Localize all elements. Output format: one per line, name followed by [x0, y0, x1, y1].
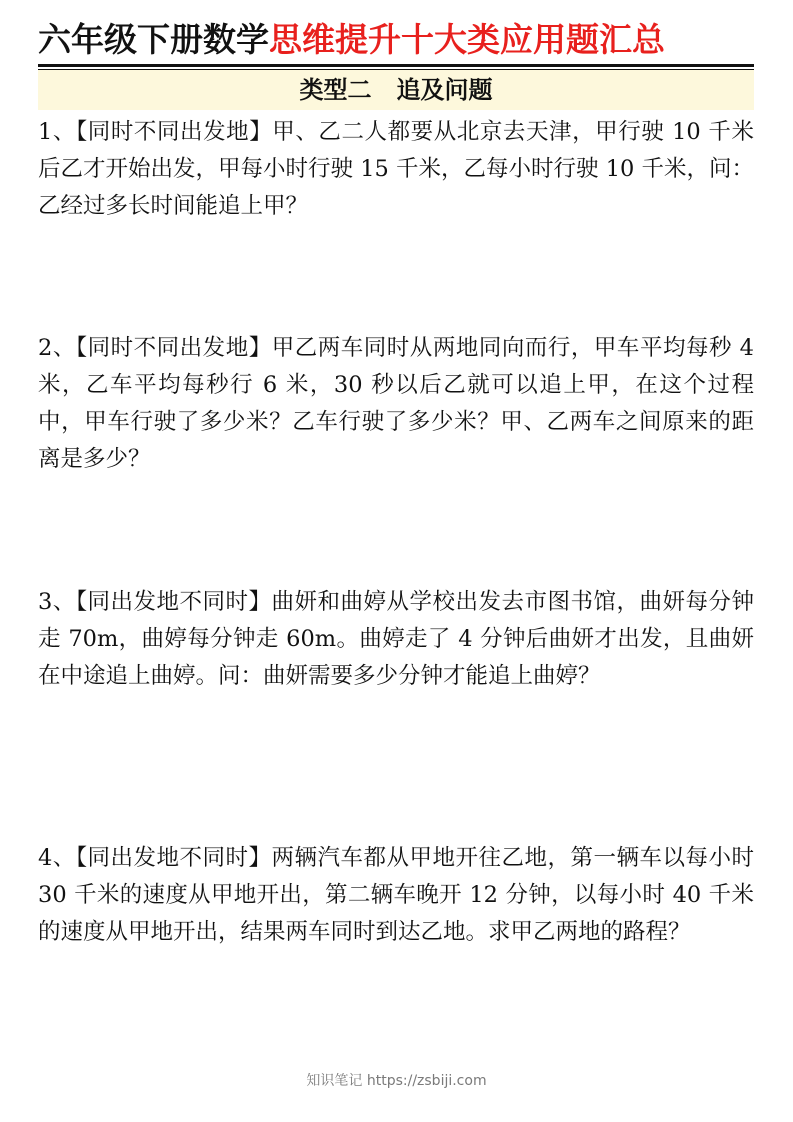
problem-number: 3、 [38, 589, 76, 615]
section-band [38, 70, 754, 110]
page-title-black: 六年级下册数学 [38, 20, 269, 59]
problem-3 [38, 584, 754, 695]
problem-number: 4、 [38, 845, 76, 871]
problem-2 [38, 330, 754, 478]
section-subtitle: 类型二 追及问题 [299, 75, 493, 104]
problem-tag: 【同出发地不同时】 [75, 845, 272, 871]
title-underline-thick [38, 64, 754, 67]
problem-text: 甲、乙二人都要从北京去天津，甲行驶 10 千米后乙才开始出发，甲每小时行驶 15 千米，乙每小时行驶 10 千米，问：乙经过多长时间能追上甲？ [38, 119, 754, 219]
page-header [38, 18, 754, 70]
problem-text: 曲妍和曲婷从学校出发去市图书馆，曲妍每分钟走 70m，曲婷每分钟走 60m。曲婷走了 4 分钟后曲妍才出发，且曲妍在中途追上曲婷。问：曲妍需要多少分钟才能追上曲婷？ [38, 589, 754, 689]
page-title-red: 思维提升十大类应用题汇总 [269, 20, 665, 59]
problem-number: 2、 [38, 335, 76, 361]
problem-1 [38, 114, 754, 225]
footer-watermark: 知识笔记 https://zsbiji.com [306, 1073, 487, 1089]
problem-4 [38, 840, 754, 951]
problem-tag: 【同出发地不同时】 [75, 589, 272, 615]
problem-tag: 【同时不同出发地】 [75, 335, 272, 361]
page-title [38, 18, 754, 62]
problem-text: 两辆汽车都从甲地开往乙地，第一辆车以每小时 30 千米的速度从甲地开出，第二辆车晚开 12 分钟，以每小时 40 千米的速度从甲地开出，结果两车同时到达乙地。求甲乙两地的路程？ [38, 845, 754, 945]
problem-tag: 【同时不同出发地】 [75, 119, 273, 145]
problem-number: 1、 [38, 119, 76, 145]
problem-text: 甲乙两车同时从两地同向而行，甲车平均每秒 4 米，乙车平均每秒行 6 米，30 秒以后乙就可以追上甲，在这个过程中，甲车行驶了多少米？乙车行驶了多少米？甲、乙两车之间原来的距离是多少？ [38, 335, 754, 472]
